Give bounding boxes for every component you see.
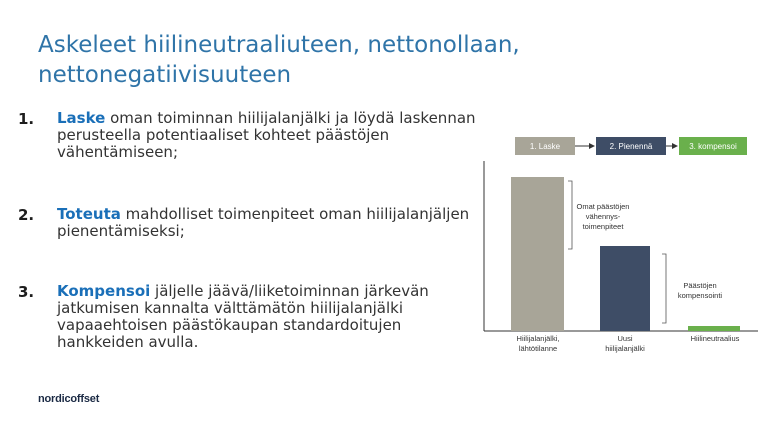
process-box-laske-label: 1. Laske (529, 142, 561, 151)
compensation-annotation-line-1: Päästöjen (683, 281, 717, 290)
bar-2-label-line-2: hiilijalanjälki (605, 344, 645, 353)
step-2-keyword: Toteuta (57, 205, 121, 223)
bar-2 (600, 246, 650, 331)
reduction-annotation-line-1: Omat päästöjen (576, 202, 630, 211)
process-box-kompensoi (679, 137, 747, 155)
compensation-bracket (662, 254, 666, 323)
bars-group (511, 177, 740, 331)
bar-1-label-line-2: lähtötilanne (518, 344, 558, 353)
reduction-annotation-line-2: vähennys- (585, 212, 621, 221)
process-box-laske (515, 137, 575, 155)
nordicoffset-logo: nordicoffset (38, 393, 100, 405)
bar-3-label-line-1: Hiilineutraalius (690, 334, 740, 343)
step-1-description: oman toiminnan hiilijalanjälki ja löydä laskennan perusteella potentiaaliset kohteet päästöjen vähentämiseen; (57, 109, 476, 161)
step-1-keyword: Laske (57, 109, 106, 127)
compensation-annotation-line-2: kompensointi (677, 291, 723, 300)
process-box-pienenna-label: 2. Pienennä (609, 142, 653, 151)
process-box-pienenna (596, 137, 666, 155)
step-3-description: jäljelle jäävä/liiketoiminnan järkevän jatkumisen kannalta välttämätön hiilijalanjälki vapaaehtoisen päästökaupan standardoitujen hankkeiden avulla. (57, 282, 429, 351)
slide-title-line-1: Askeleet hiilineutraaliuteen, nettonollaan, (38, 32, 520, 58)
step-2-description: mahdolliset toimenpiteet oman hiilijalanjäljen pienentämiseksi; (57, 205, 470, 240)
process-box-kompensoi-label: 3. kompensoi (689, 142, 737, 151)
step-1-number: 1. (18, 110, 35, 128)
bar-3 (688, 326, 740, 331)
reduction-bracket (568, 181, 572, 249)
slide-title-line-2: nettonegatiivisuuteen (38, 62, 292, 88)
reduction-annotation-line-3: toimenpiteet (582, 222, 624, 231)
bar-2-label-line-1: Uusi (617, 334, 633, 343)
bar-1-label-line-1: Hiilijalanjälki, (516, 334, 560, 343)
step-3-number: 3. (18, 283, 35, 301)
bar-1 (511, 177, 564, 331)
step-2-number: 2. (18, 206, 35, 224)
step-3-keyword: Kompensoi (57, 282, 151, 300)
